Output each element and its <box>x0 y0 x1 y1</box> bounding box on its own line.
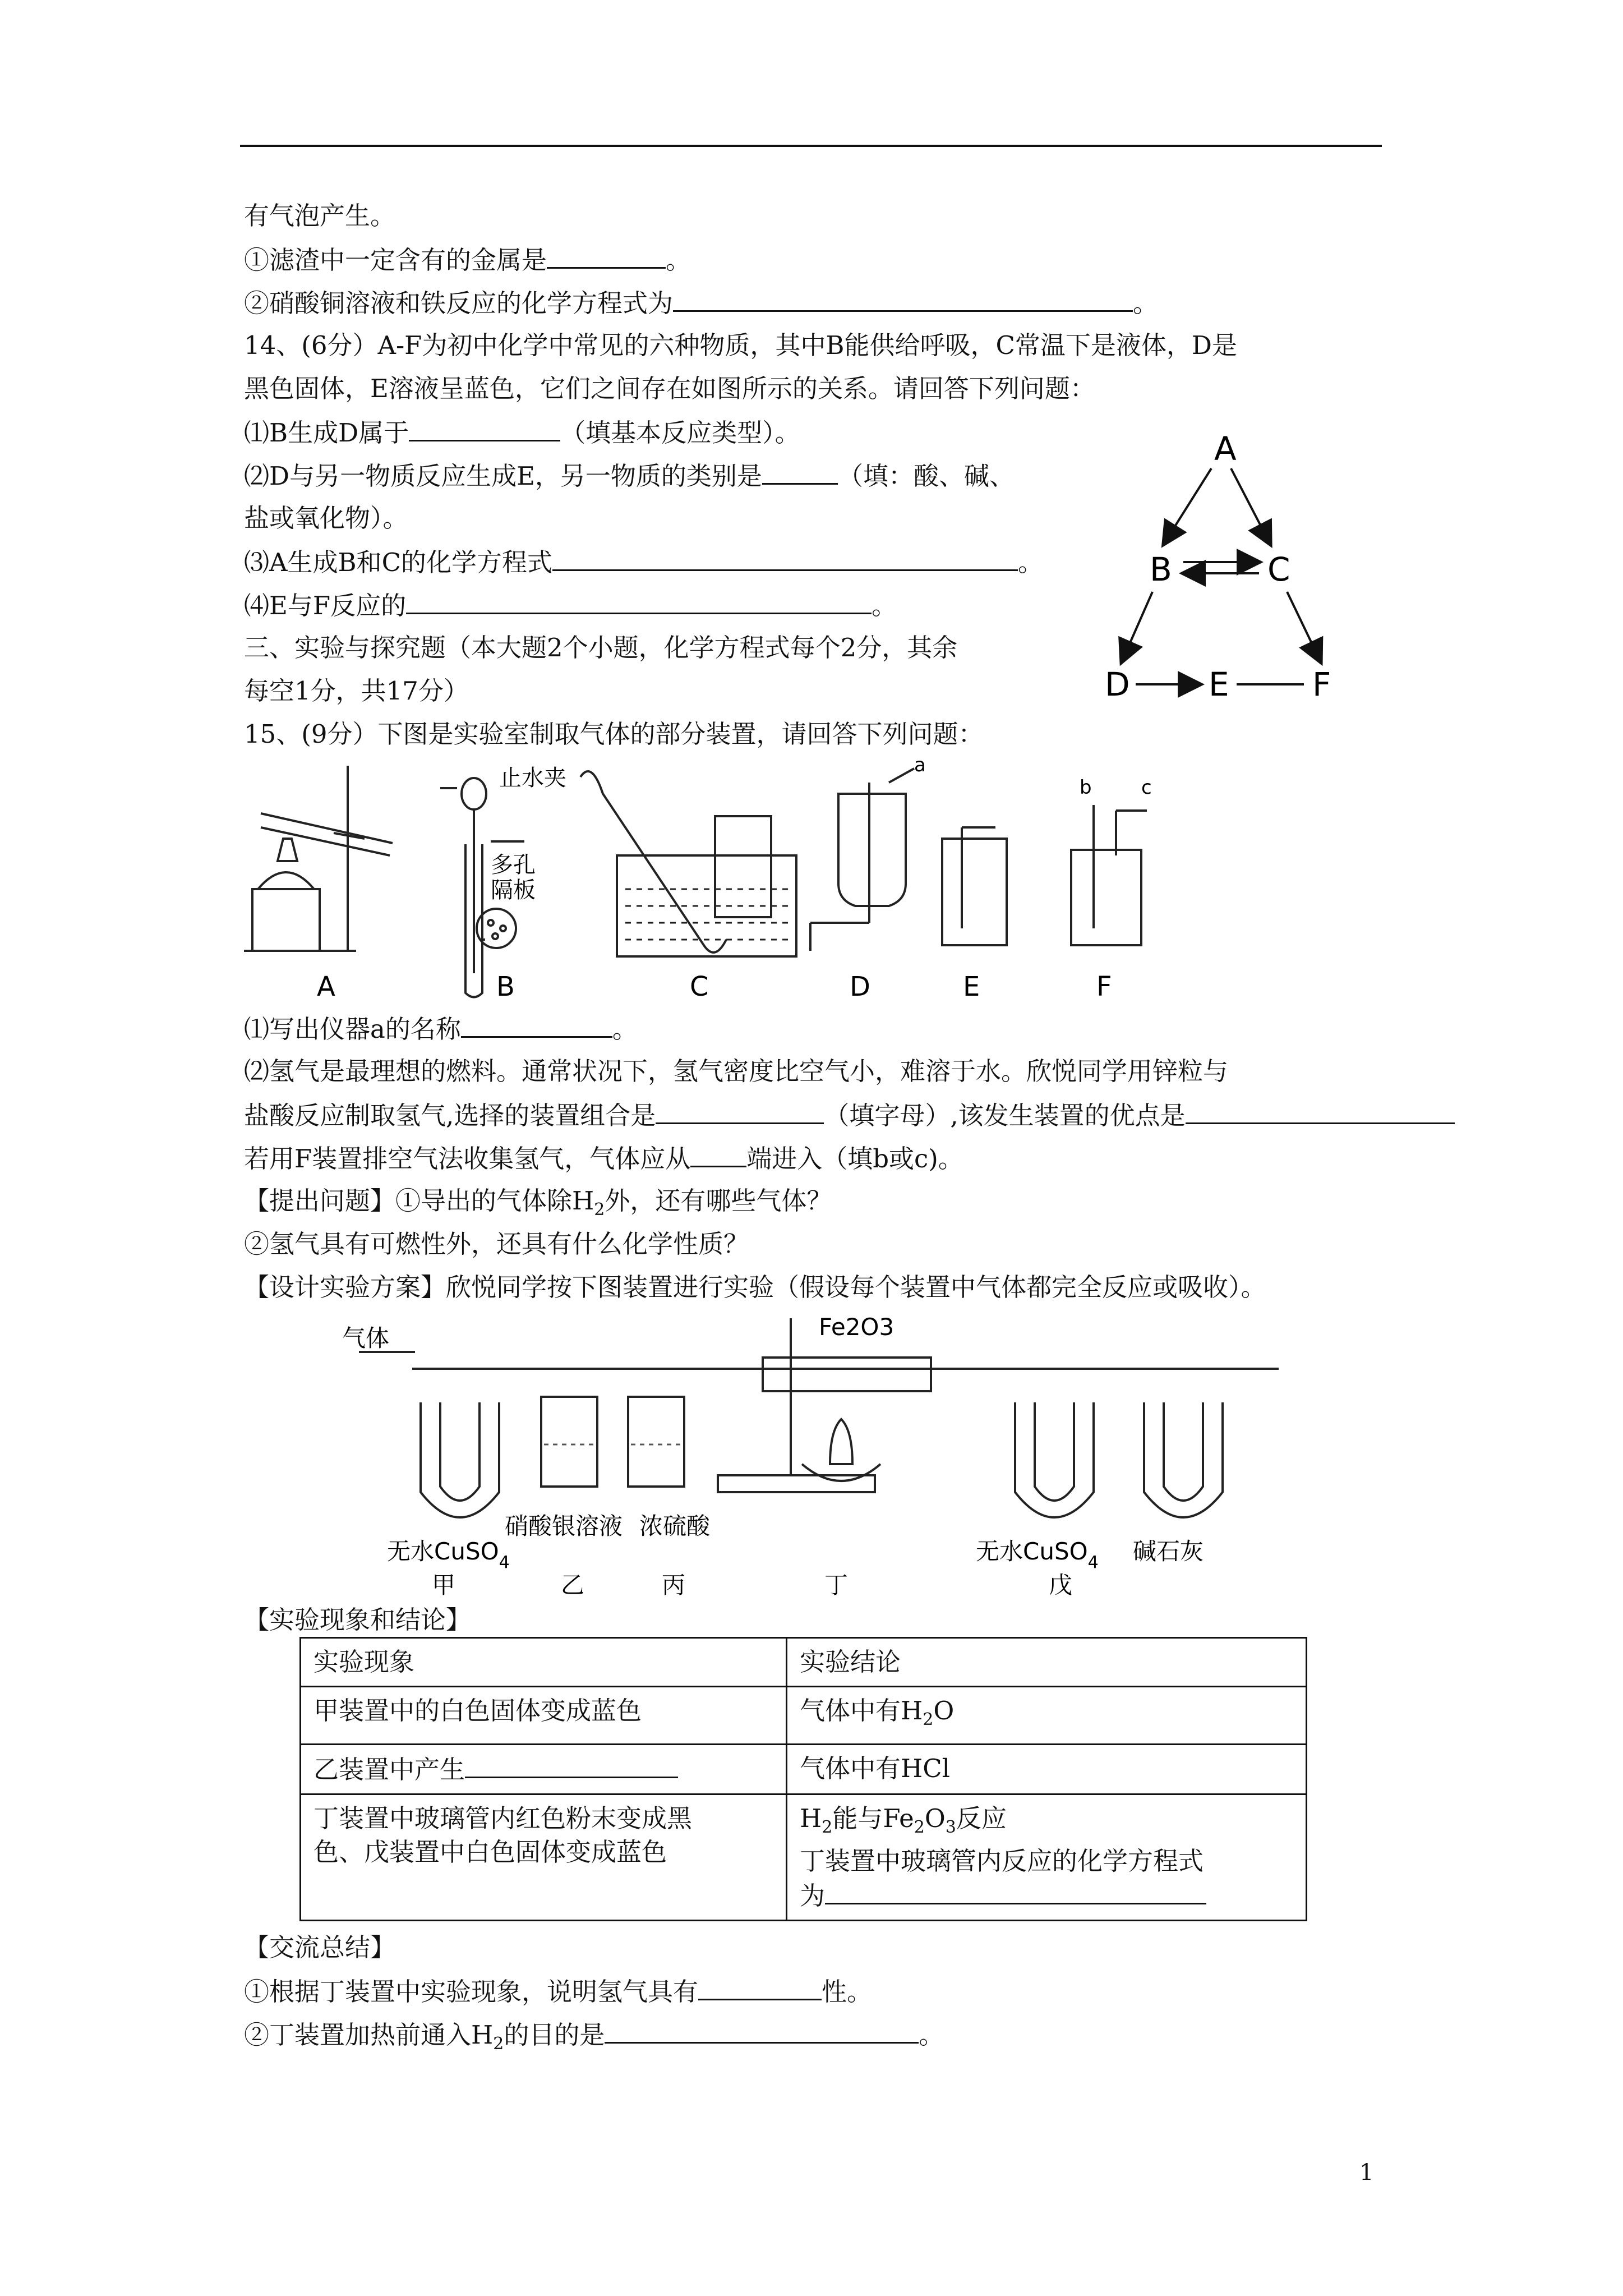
summary-1: ①根据丁装置中实验现象，说明氢气具有 性。 <box>244 1974 872 2009</box>
question-13-1: ①滤渣中一定含有的金属是 。 <box>244 242 691 277</box>
label-b: b <box>1080 776 1092 799</box>
label-ding: 丁 <box>824 1571 849 1599</box>
question-15-2-cont2: 若用F装置排空气法收集氢气，气体应从 端进入（填b或c)。 <box>244 1141 963 1176</box>
design-heading: 【设计实验方案】欣悦同学按下图装置进行实验（假设每个装置中气体都完全反应或吸收）。 <box>244 1272 1266 1302</box>
answer-blank[interactable] <box>605 2017 919 2044</box>
relationship-diagram <box>1099 432 1357 724</box>
label-apparatus-F: F <box>1096 971 1112 1001</box>
label-apparatus-E: E <box>963 971 980 1001</box>
label-c: c <box>1141 776 1152 799</box>
page-number: 1 <box>1359 2160 1374 2185</box>
ask-question-2: ②氢气具有可燃性外，还具有什么化学性质？ <box>244 1229 749 1259</box>
results-table <box>299 1637 1307 1921</box>
label-cuso4-1: 无水CuSO$_4$ <box>387 1538 510 1572</box>
label-apparatus-D: D <box>850 971 870 1001</box>
table-header-row <box>301 1638 1307 1687</box>
label-stop-clamp: 止水夹 <box>499 765 566 791</box>
answer-blank[interactable] <box>698 1974 822 2000</box>
question-13-2: ②硝酸铜溶液和铁反应的化学方程式为 。 <box>244 286 1158 320</box>
question-14-2-cont: 盐或氧化物）。 <box>244 503 408 533</box>
question-15-2: ⑵氢气是最理想的燃料。通常状况下，氢气密度比空气小，难溶于水。欣悦同学用锌粒与 <box>244 1056 1229 1086</box>
label-silver-nitrate: 硝酸银溶液 <box>505 1512 623 1540</box>
label-soda-lime: 碱石灰 <box>1133 1538 1204 1565</box>
node-A: A <box>1214 432 1237 468</box>
answer-blank[interactable] <box>673 286 1133 312</box>
label-gas: 气体 <box>342 1324 390 1352</box>
answer-blank[interactable] <box>465 1752 678 1778</box>
results-heading: 【实验现象和结论】 <box>244 1605 472 1635</box>
label-porous: 多孔 <box>491 852 536 878</box>
table-cell: 丁装置中玻璃管内红色粉末变成黑 色、戊装置中白色固体变成蓝色 <box>301 1795 787 1921</box>
table-row <box>301 1745 1307 1795</box>
table-cell: 乙装置中产生 <box>301 1745 787 1795</box>
table-cell: 气体中有HCl <box>787 1745 1307 1795</box>
label-apparatus-A: A <box>317 971 335 1001</box>
text-line: 有气泡产生。 <box>244 201 396 231</box>
table-row <box>301 1687 1307 1745</box>
label-jia: 甲 <box>432 1571 456 1599</box>
label-a: a <box>914 760 926 776</box>
table-cell: 甲装置中的白色固体变成蓝色 <box>301 1687 787 1745</box>
label-sulfuric-acid: 浓硫酸 <box>639 1512 711 1540</box>
label-apparatus-C: C <box>690 971 709 1001</box>
node-C: C <box>1267 550 1290 588</box>
label-plate: 隔板 <box>491 877 536 903</box>
question-14-4: ⑷E与F反应的 。 <box>244 588 897 623</box>
answer-blank[interactable] <box>409 415 560 441</box>
answer-blank[interactable] <box>762 458 838 485</box>
answer-blank[interactable] <box>406 588 872 614</box>
label-apparatus-B: B <box>496 971 515 1001</box>
answer-blank[interactable] <box>656 1098 824 1124</box>
label-yi: 乙 <box>561 1571 585 1599</box>
summary-heading: 【交流总结】 <box>244 1932 396 1962</box>
node-B: B <box>1150 550 1172 588</box>
table-header: 实验现象 <box>301 1638 787 1687</box>
answer-blank[interactable] <box>552 545 1018 571</box>
summary-2: ②丁装置加热前通入$H_2$的目的是 。 <box>244 2017 944 2061</box>
answer-blank[interactable] <box>461 1011 612 1038</box>
experiment-setup-figure <box>336 1307 1290 1599</box>
table-cell: $H_2$能与$Fe_2O_3$反应 丁装置中玻璃管内反应的化学方程式 为 <box>787 1795 1307 1921</box>
question-14-1: ⑴B生成D属于 （填基本反应类型）。 <box>244 415 800 450</box>
answer-blank[interactable] <box>690 1141 746 1167</box>
question-14: 14、(6分）A-F为初中化学中常见的六种物质，其中B能供给呼吸，C常温下是液体，D是 <box>244 330 1237 360</box>
table-header: 实验结论 <box>787 1638 1307 1687</box>
answer-blank[interactable] <box>547 242 666 269</box>
question-15-1: ⑴写出仪器a的名称 。 <box>244 1011 638 1046</box>
answer-blank[interactable] <box>825 1878 1206 1904</box>
label-bing: 丙 <box>662 1571 686 1599</box>
question-14-2: ⑵D与另一物质反应生成E，另一物质的类别是 （填：酸、碱、 <box>244 458 1015 493</box>
table-cell: 气体中有$H_2O$ <box>787 1687 1307 1745</box>
header-rule <box>240 145 1382 147</box>
node-D: D <box>1105 665 1130 703</box>
question-15: 15、(9分）下图是实验室制取气体的部分装置，请回答下列问题： <box>244 719 984 749</box>
label-fe2o3: Fe2O3 <box>819 1313 895 1341</box>
table-row <box>301 1795 1307 1921</box>
gas-apparatus-figure <box>244 760 1186 1001</box>
section-3-heading: 三、实验与探究题（本大题2个小题，化学方程式每个2分，其余 <box>244 633 958 662</box>
label-wu: 戊 <box>1049 1571 1073 1599</box>
answer-blank[interactable] <box>1186 1098 1455 1124</box>
ask-question-1: 【提出问题】①导出的气体除$H_2$外，还有哪些气体？ <box>244 1186 832 1220</box>
question-14-cont: 黑色固体，E溶液呈蓝色，它们之间存在如图所示的关系。请回答下列问题： <box>244 374 1095 403</box>
node-F: F <box>1312 665 1331 703</box>
node-E: E <box>1209 665 1229 703</box>
question-14-3: ⑶A生成B和C的化学方程式 。 <box>244 545 1043 579</box>
label-cuso4-2: 无水CuSO$_4$ <box>976 1538 1099 1572</box>
section-3-heading-cont: 每空1分，共17分） <box>244 676 469 706</box>
question-15-2-cont: 盐酸反应制取氢气,选择的装置组合是 （填字母）,该发生装置的优点是 <box>244 1098 1455 1133</box>
